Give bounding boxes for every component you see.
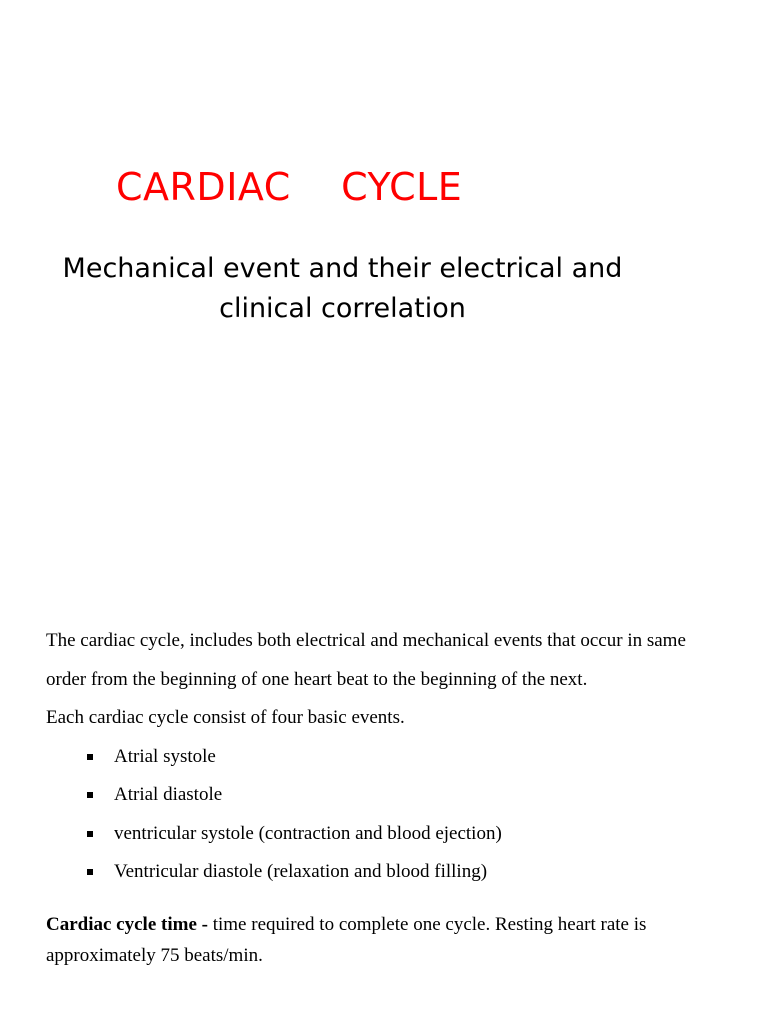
square-bullet-icon	[87, 869, 93, 875]
definition-term: Cardiac cycle time -	[46, 913, 208, 935]
list-item-label: Atrial systole	[114, 745, 216, 767]
page-content	[46, 622, 726, 971]
list-item	[86, 815, 726, 854]
list-item	[86, 853, 726, 892]
list-item	[86, 738, 726, 777]
square-bullet-icon	[87, 792, 93, 798]
definition-text: time required to complete one cycle. Resting heart rate is approximately 75 beats/min.	[46, 913, 647, 966]
square-bullet-icon	[87, 754, 93, 760]
square-bullet-icon	[87, 831, 93, 837]
slide-subtitle: Mechanical event and their electrical and clinical correlation	[62, 253, 623, 324]
slide-title: CARDIAC CYCLE	[116, 165, 463, 209]
events-intro: Each cardiac cycle consist of four basic events.	[46, 707, 405, 728]
definition-paragraph	[46, 909, 726, 971]
events-list	[46, 738, 726, 892]
list-item-label: Atrial diastole	[114, 784, 223, 805]
list-item-label: Ventricular diastole (relaxation and blood filling)	[114, 861, 488, 882]
intro-paragraph: The cardiac cycle, includes both electrical and mechanical events that occur in same order from the beginning of one heart beat to the beginning of the next.	[46, 630, 686, 690]
list-item	[86, 776, 726, 815]
list-item-label: ventricular systole (contraction and blood ejection)	[114, 822, 502, 844]
